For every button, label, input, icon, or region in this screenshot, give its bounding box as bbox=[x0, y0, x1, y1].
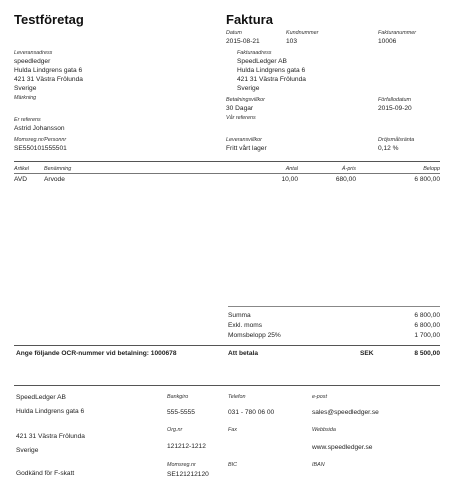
col-quantity: Antal bbox=[285, 166, 298, 172]
bankgiro-label: Bankgiro bbox=[167, 394, 189, 400]
vat-number-label: Momsreg.nr/Personnr bbox=[14, 137, 67, 143]
vat-amount-value: 1 700,00 bbox=[414, 332, 440, 339]
delivery-address-label: Leveransadress bbox=[14, 50, 53, 56]
phone: 031 - 780 06 00 bbox=[228, 409, 275, 416]
excl-vat-label: Exkl. moms bbox=[228, 322, 263, 329]
payment-terms-label: Betalningsvillkor bbox=[226, 97, 265, 103]
vat-number: SE550101555501 bbox=[14, 145, 67, 152]
delivery-line: 421 31 Västra Frölunda bbox=[14, 76, 83, 83]
billing-address-label: Fakturaadress bbox=[237, 50, 272, 56]
website-link[interactable]: www.speedledger.se bbox=[312, 444, 373, 451]
footer-divider bbox=[14, 385, 440, 386]
col-amount: Belopp bbox=[423, 166, 440, 172]
delivery-line: Hulda Lindgrens gata 6 bbox=[14, 67, 83, 74]
seller-name: Testföretag bbox=[14, 12, 84, 27]
delivery-line: Sverige bbox=[14, 85, 37, 92]
delivery-terms: Fritt vårt lager bbox=[226, 145, 267, 152]
email-link[interactable]: sales@speedledger.se bbox=[312, 409, 379, 416]
footer-city: 421 31 Västra Frölunda bbox=[16, 433, 85, 440]
row-unit-price: 680,00 bbox=[335, 176, 356, 183]
footer-street: Hulda Lindgrens gata 6 bbox=[16, 408, 85, 415]
payment-terms: 30 Dagar bbox=[226, 105, 254, 112]
amount-due-label: Att betala bbox=[228, 350, 259, 357]
sum-label: Summa bbox=[228, 312, 251, 319]
billing-line: Hulda Lindgrens gata 6 bbox=[237, 67, 306, 74]
org-number-label: Org.nr bbox=[167, 427, 183, 433]
your-reference-label: Er referens bbox=[14, 117, 41, 123]
phone-label: Telefon bbox=[228, 394, 246, 400]
date-label: Datum bbox=[226, 30, 242, 36]
customer-number-label: Kundnummer bbox=[286, 30, 319, 36]
ocr-instruction: Ange följande OCR-nummer vid betalning: 1000678 bbox=[16, 350, 177, 357]
delivery-terms-label: Leveransvillkor bbox=[226, 137, 262, 143]
excl-vat-value: 6 800,00 bbox=[414, 322, 440, 329]
totals-top-divider bbox=[228, 306, 440, 307]
our-reference-label: Vår referens bbox=[226, 115, 256, 121]
invoice-number-label: Fakturanummer bbox=[378, 30, 417, 36]
footer-ftax: Godkänd för F-skatt bbox=[16, 470, 75, 477]
col-unit-price: Á-pris bbox=[341, 166, 356, 172]
totals-divider bbox=[14, 345, 440, 346]
website-label: Webbsida bbox=[312, 427, 336, 433]
footer-vat-label: Momsreg.nr bbox=[167, 462, 196, 468]
amount-due-value: 8 500,00 bbox=[414, 350, 440, 357]
table-header-divider bbox=[14, 173, 440, 174]
footer-company: SpeedLedger AB bbox=[16, 394, 66, 401]
invoice-date: 2015-08-21 bbox=[226, 38, 260, 45]
iban-label: IBAN bbox=[312, 462, 325, 468]
due-date: 2015-09-20 bbox=[378, 105, 412, 112]
interest-label: Dröjsmålsränta bbox=[378, 137, 415, 143]
vat-amount-label: Momsbelopp 25% bbox=[228, 332, 281, 339]
row-amount: 6 800,00 bbox=[414, 176, 440, 183]
col-article: Artikel bbox=[14, 166, 29, 172]
document-title: Faktura bbox=[226, 12, 273, 27]
due-date-label: Förfallodatum bbox=[378, 97, 411, 103]
bankgiro: 555-5555 bbox=[167, 409, 195, 416]
bic-label: BIC bbox=[228, 462, 237, 468]
billing-line: 421 31 Västra Frölunda bbox=[237, 76, 306, 83]
your-reference: Astrid Johansson bbox=[14, 125, 65, 132]
fax-label: Fax bbox=[228, 427, 237, 433]
row-quantity: 10,00 bbox=[281, 176, 298, 183]
billing-line: SpeedLedger AB bbox=[237, 58, 287, 65]
amount-due-currency: SEK bbox=[360, 350, 374, 357]
sum-value: 6 800,00 bbox=[414, 312, 440, 319]
late-interest: 0,12 % bbox=[378, 145, 399, 152]
delivery-line: speedledger bbox=[14, 58, 51, 65]
header-divider bbox=[14, 161, 440, 162]
row-description: Arvode bbox=[44, 176, 65, 183]
email-label: e-post bbox=[312, 394, 327, 400]
col-description: Benämning bbox=[44, 166, 72, 172]
footer-vat-number: SE121212120 bbox=[167, 471, 209, 478]
org-number: 121212-1212 bbox=[167, 443, 206, 450]
customer-number: 103 bbox=[286, 38, 298, 45]
footer-country: Sverige bbox=[16, 447, 39, 454]
billing-line: Sverige bbox=[237, 85, 260, 92]
row-article: AVD bbox=[14, 176, 28, 183]
invoice-number: 10006 bbox=[378, 38, 397, 45]
marking-label: Märkning bbox=[14, 95, 37, 101]
